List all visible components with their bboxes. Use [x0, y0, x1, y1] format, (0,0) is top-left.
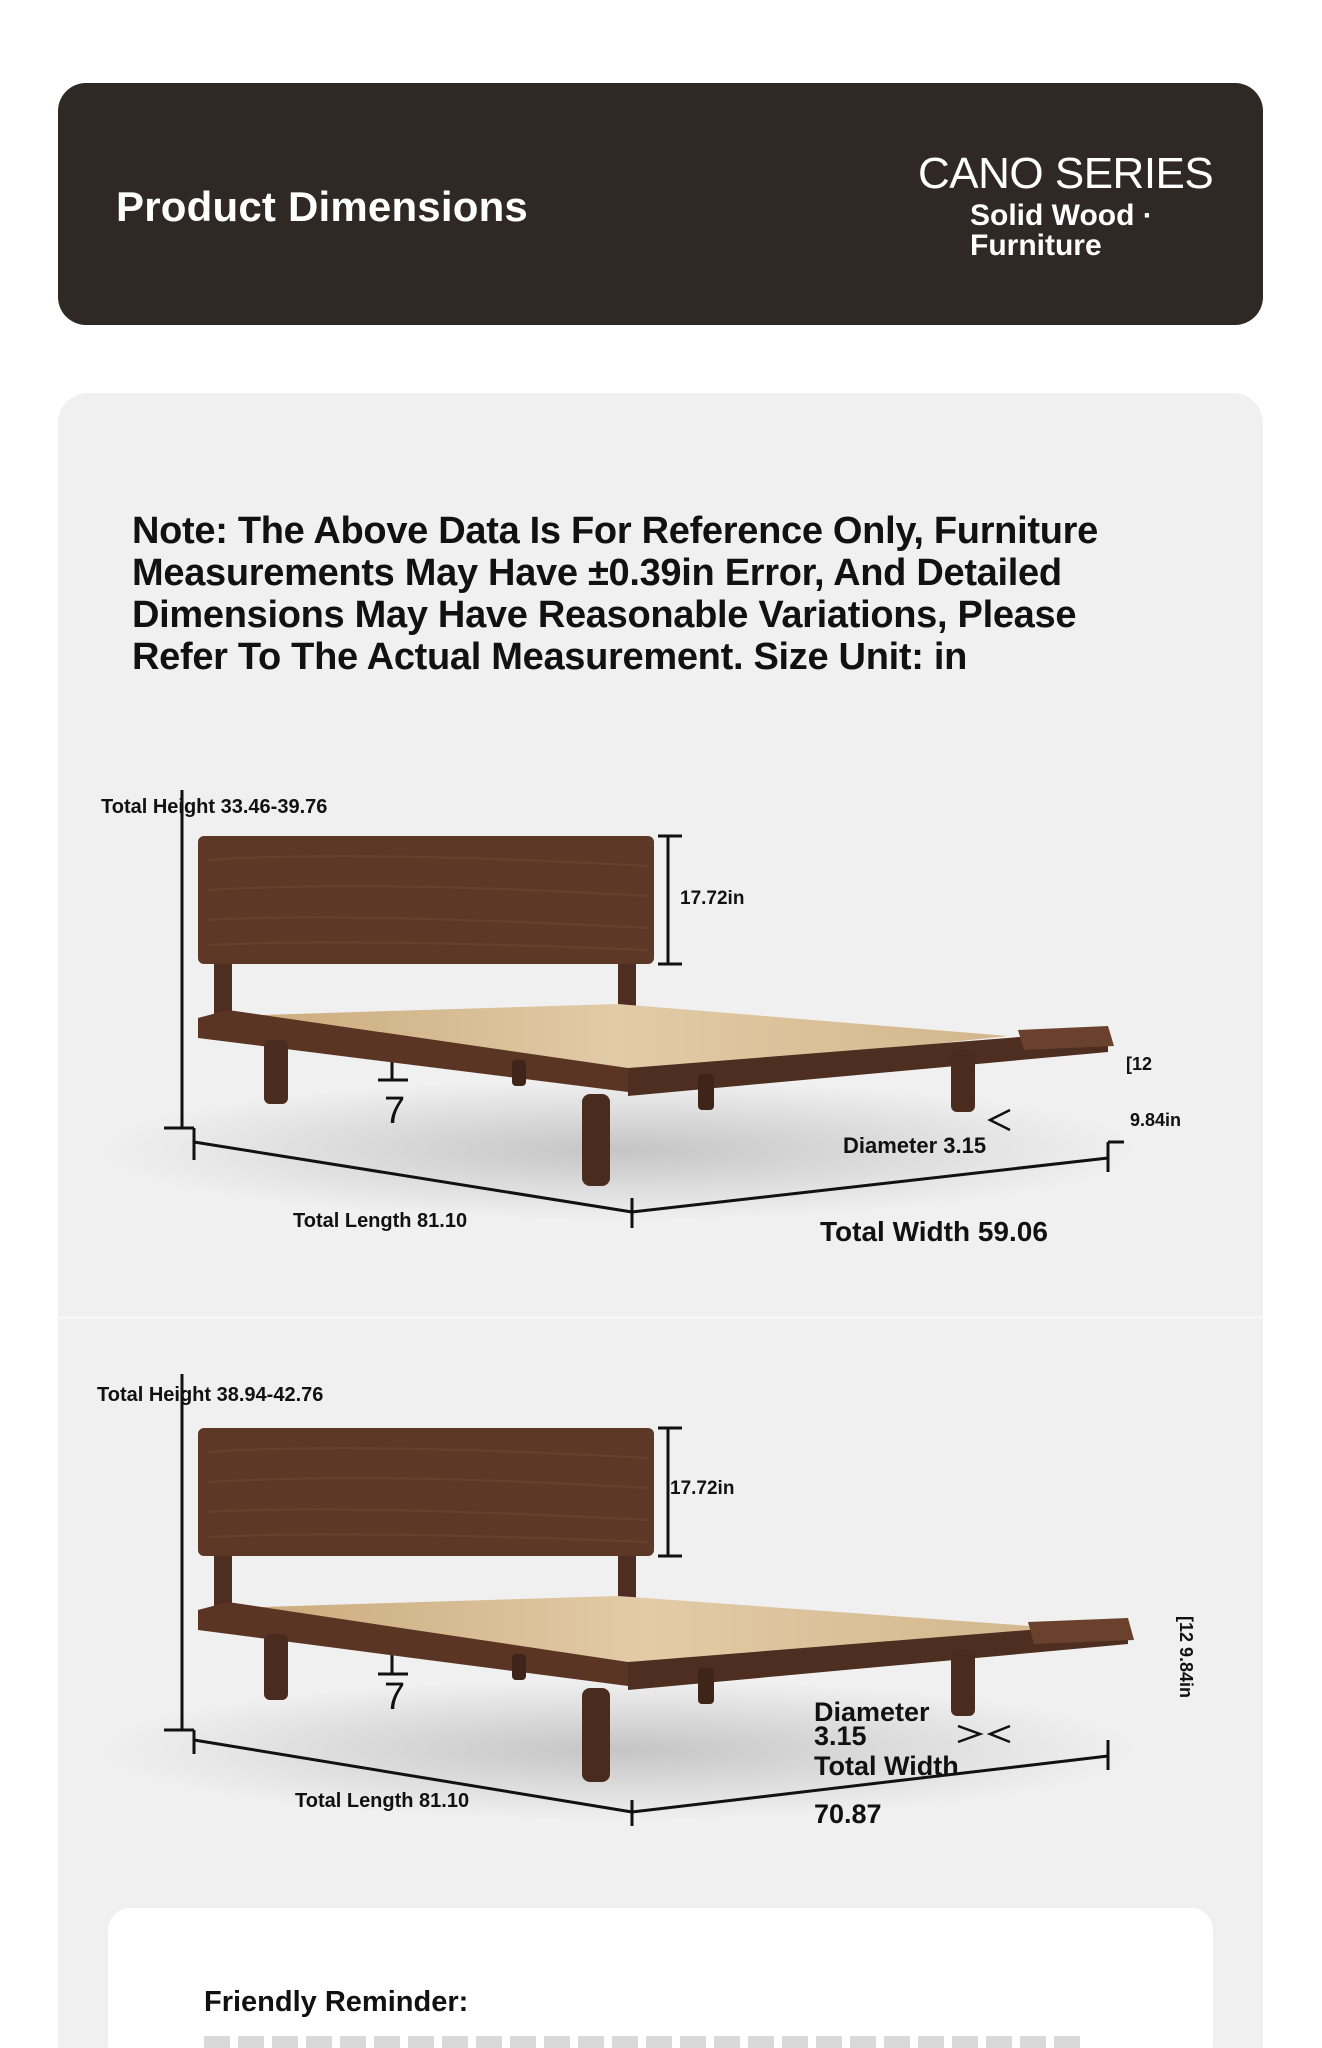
friendly-reminder-box: [108, 1908, 1213, 2048]
total-width-value-2: 70.87: [814, 1799, 882, 1829]
total-height-label-1: Total Height 33.46-39.76: [101, 796, 328, 818]
leg-height-label-2: 7: [384, 1676, 406, 1718]
diameter-label-1: Diameter 3.15: [843, 1133, 987, 1158]
total-length-label-1: Total Length 81.10: [293, 1210, 468, 1232]
header-banner: [58, 83, 1263, 325]
series-subtitle: Solid Wood · Furniture: [970, 199, 1153, 262]
bed-diagram-2: [58, 1360, 1263, 1860]
series-title: CANO SERIES: [918, 149, 1214, 198]
reference-note: Note: The Above Data Is For Reference Only, Furniture Measurements May Have ±0.39in Error, And Detailed Dimensions May Have Reasonable Variations, Please Refer To The Actual Measurement. Size Unit: in: [132, 510, 1098, 678]
bed-illustration-2: [58, 1360, 1263, 1860]
leg-height-label-1: 7: [384, 1090, 406, 1132]
section-divider: [58, 1316, 1263, 1319]
total-length-label-2: Total Length 81.10: [295, 1790, 470, 1812]
total-width-label-2: Total Width: [814, 1751, 959, 1781]
total-height-label-2: Total Height 38.94-42.76: [97, 1384, 324, 1406]
headboard-height-label-2: 17.72in: [670, 1478, 735, 1499]
side-height-label-2: [12 9.84in: [1176, 1616, 1196, 1699]
bed-diagram-1: [58, 780, 1263, 1280]
diameter-label-2: Diameter 3.15: [814, 1697, 930, 1751]
reminder-title: Friendly Reminder:: [204, 1986, 469, 2018]
total-width-label-1: Total Width 59.06: [820, 1216, 1048, 1247]
headboard-height-label-1: 17.72in: [680, 888, 745, 909]
side-label-1: [12: [1126, 1054, 1153, 1074]
page-title: Product Dimensions: [116, 183, 528, 230]
bed-illustration-1: [58, 780, 1263, 1280]
reminder-text-cutoff: [204, 2036, 1084, 2048]
side-height-label-1: 9.84in: [1130, 1110, 1182, 1130]
